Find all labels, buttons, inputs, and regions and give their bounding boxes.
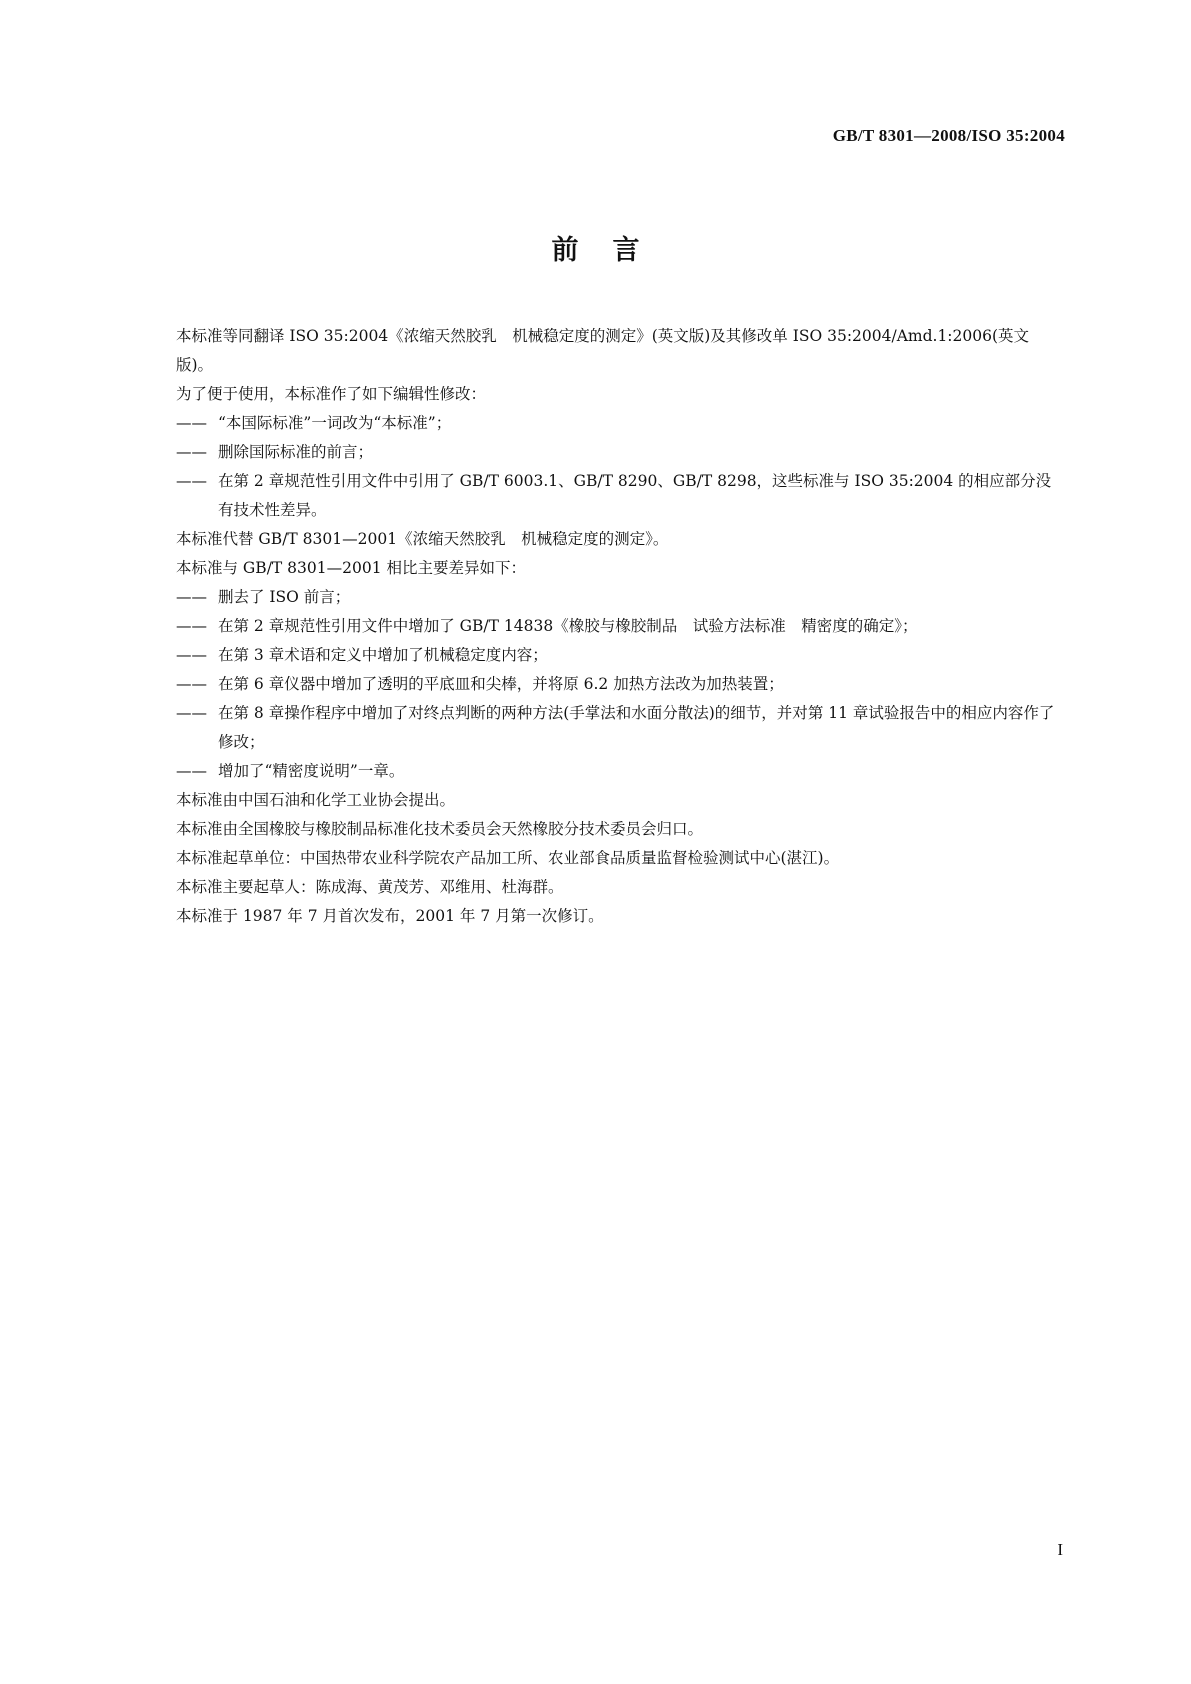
list-item-text: “本国际标准”一词改为“本标准”； xyxy=(218,414,452,432)
dash-marker: —— xyxy=(176,414,207,432)
dash-marker: —— xyxy=(176,675,207,693)
list-item-text: 在第 2 章规范性引用文件中引用了 GB/T 6003.1、GB/T 8290、GB/T 8298，这些标准与 ISO 35:2004 的相应部分没有技术性差异。 xyxy=(218,472,1052,519)
list-item xyxy=(176,670,1056,699)
list-item-text: 删去了 ISO 前言； xyxy=(218,588,351,606)
dash-marker: —— xyxy=(176,646,207,664)
list-item xyxy=(176,641,1056,670)
paragraph-proposer: 本标准由中国石油和化学工业协会提出。 xyxy=(176,791,456,809)
list-item-text: 在第 3 章术语和定义中增加了机械稳定度内容； xyxy=(218,646,548,664)
paragraph-replaces: 本标准代替 GB/T 8301—2001《浓缩天然胶乳 机械稳定度的测定》。 xyxy=(176,530,669,548)
list-item-text: 增加了“精密度说明”一章。 xyxy=(218,762,405,780)
page-number: I xyxy=(1057,1540,1063,1559)
paragraph-drafters: 本标准主要起草人：陈成海、黄茂芳、邓维用、杜海群。 xyxy=(176,878,564,896)
paragraph-committee: 本标准由全国橡胶与橡胶制品标准化技术委员会天然橡胶分技术委员会归口。 xyxy=(176,820,704,838)
standard-code-header: GB/T 8301—2008/ISO 35:2004 xyxy=(832,126,1065,145)
list-item-text: 删除国际标准的前言； xyxy=(218,443,374,461)
paragraph-translation-basis: 本标准等同翻译 ISO 35:2004《浓缩天然胶乳 机械稳定度的测定》(英文版)及其修改单 ISO 35:2004/Amd.1:2006(英文版)。 xyxy=(176,327,1030,374)
paragraph-history: 本标准于 1987 年 7 月首次发布，2001 年 7 月第一次修订。 xyxy=(176,907,604,925)
list-item xyxy=(176,438,1056,467)
list-item xyxy=(176,612,1056,641)
list-item-text: 在第 2 章规范性引用文件中增加了 GB/T 14838《橡胶与橡胶制品 试验方法标准 精密度的确定》； xyxy=(218,617,918,635)
list-item xyxy=(176,699,1056,757)
dash-marker: —— xyxy=(176,443,207,461)
dash-marker: —— xyxy=(176,588,207,606)
dash-marker: —— xyxy=(176,762,207,780)
list-item xyxy=(176,467,1056,525)
paragraph-drafting-units: 本标准起草单位：中国热带农业科学院农产品加工所、农业部食品质量监督检验测试中心(湛江)。 xyxy=(176,849,840,867)
list-item-text: 在第 6 章仪器中增加了透明的平底皿和尖棒，并将原 6.2 加热方法改为加热装置； xyxy=(218,675,784,693)
list-item xyxy=(176,757,1056,786)
page-title: 前言 xyxy=(551,235,674,266)
paragraph-differences-intro: 本标准与 GB/T 8301—2001 相比主要差异如下： xyxy=(176,559,527,577)
foreword-body xyxy=(176,322,1056,931)
dash-marker: —— xyxy=(176,472,207,490)
dash-marker: —— xyxy=(176,704,207,722)
list-item xyxy=(176,583,1056,612)
list-item xyxy=(176,409,1056,438)
list-item-text: 在第 8 章操作程序中增加了对终点判断的两种方法(手掌法和水面分散法)的细节，并对第 11 章试验报告中的相应内容作了修改； xyxy=(218,704,1055,751)
paragraph-editorial-intro: 为了便于使用，本标准作了如下编辑性修改： xyxy=(176,385,487,403)
dash-marker: —— xyxy=(176,617,207,635)
